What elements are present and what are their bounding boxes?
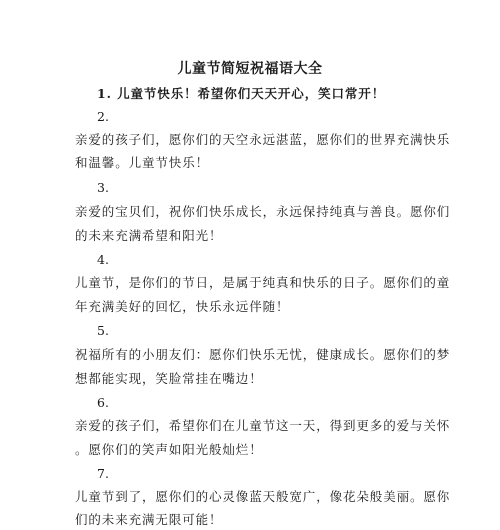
item-7-line-1: 儿童节到了，愿你们的心灵像蓝天般宽广，像花朵般美丽。愿你 (75, 489, 451, 504)
document-title: 儿童节简短祝福语大全 (177, 61, 323, 77)
item-7-line-2: 们的未来充满无限可能！ (75, 512, 223, 527)
item-3-number: 3. (97, 180, 109, 195)
item-6-number: 6. (97, 395, 109, 410)
item-6-line-2: 。愿你们的笑声如阳光般灿烂！ (75, 442, 263, 457)
item-5-line-2: 想都能实现，笑脸常挂在嘴边！ (75, 371, 263, 386)
item-3-line-1: 亲爱的宝贝们，祝你们快乐成长，永远保持纯真与善良。愿你们 (75, 204, 451, 219)
item-6-line-1: 亲爱的孩子们，希望你们在儿童节这一天，得到更多的爱与关怀 (75, 418, 451, 433)
item-5-line-1: 祝福所有的小朋友们：愿你们快乐无忧，健康成长。愿你们的梦 (75, 347, 451, 362)
item-7-number: 7. (97, 466, 109, 481)
item-4-line-2: 年充满美好的回忆，快乐永远伴随！ (75, 299, 290, 314)
item-1-text: 1. 儿童节快乐！希望你们天天开心，笑口常开！ (97, 86, 386, 101)
item-2-line-2: 和温馨。儿童节快乐！ (75, 155, 210, 170)
item-2-number: 2. (97, 109, 109, 124)
item-4-line-1: 儿童节，是你们的节日，是属于纯真和快乐的日子。愿你们的童 (75, 275, 451, 290)
item-5-number: 5. (97, 323, 109, 338)
item-2-line-1: 亲爱的孩子们，愿你们的天空永远湛蓝，愿你们的世界充满快乐 (75, 132, 451, 147)
item-4-number: 4. (97, 252, 109, 267)
item-3-line-2: 的未来充满希望和阳光！ (75, 228, 223, 243)
